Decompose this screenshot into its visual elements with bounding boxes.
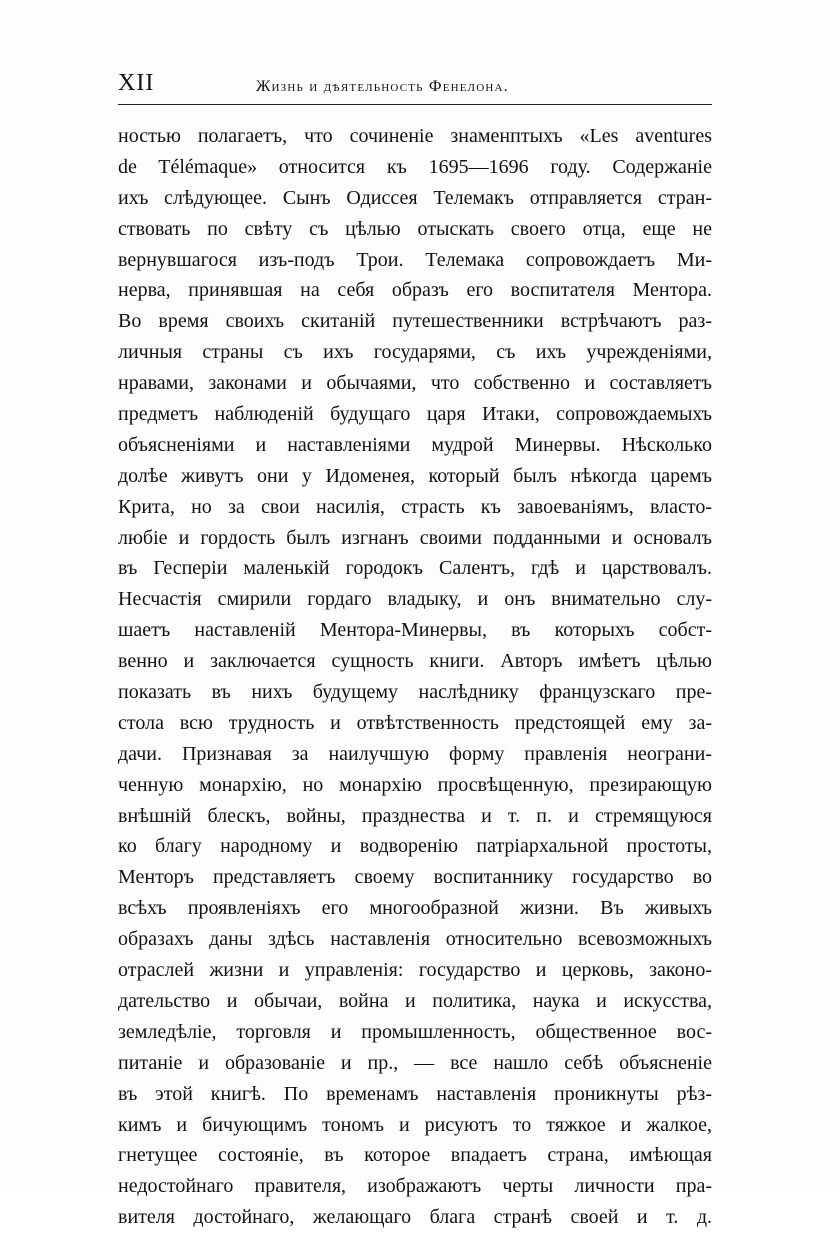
text-line: любіе и гордость былъ изгнанъ своими подданными и основалъ xyxy=(118,526,712,549)
body-text xyxy=(118,121,712,1233)
text-line: всѣхъ проявленіяхъ его многообразной жизни. Въ живыхъ xyxy=(118,897,712,920)
text-line: въ Гесперіи маленькій городокъ Салентъ, гдѣ и царствовалъ. xyxy=(118,557,712,580)
text-line: недостойнаго правителя, изображаютъ черты личности пра- xyxy=(118,1175,712,1198)
text-line: образахъ даны здѣсь наставленія относительно всевозможныхъ xyxy=(118,928,712,951)
text-line: предметъ наблюденій будущаго царя Итаки, сопровождаемыхъ xyxy=(118,403,712,426)
text-line: стола всю трудность и отвѣтственность предстоящей ему за- xyxy=(118,711,712,734)
text-line: ко благу народному и водворенію патріархальной простоты, xyxy=(118,835,712,858)
text-line: показать въ нихъ будущему наслѣднику французскаго пре- xyxy=(118,681,712,704)
text-line: ченную монархію, но монархію просвѣщенную, презирающую xyxy=(118,773,712,796)
text-line: внѣшній блескъ, войны, празднества и т. п. и стремящуюся xyxy=(118,804,712,827)
text-line: объясненіями и наставленіями мудрой Минервы. Нѣсколько xyxy=(118,433,712,456)
text-line: нравами, законами и обычаями, что собственно и составляетъ xyxy=(118,372,712,395)
text-line: питаніе и образованіе и пр., — все нашло себѣ объясненіе xyxy=(118,1051,712,1074)
text-line: гнетущее состояніе, въ которое впадаетъ страна, имѣющая xyxy=(118,1144,712,1167)
text-line: Во время своихъ скитаній путешественники встрѣчаютъ раз- xyxy=(118,310,712,333)
text-line: ствовать по свѣту съ цѣлью отыскать своего отца, еще не xyxy=(118,217,712,240)
text-line: отраслей жизни и управленія: государство и церковь, законо- xyxy=(118,959,712,982)
text-line: ностью полагаетъ, что сочиненіе знаменптыхъ «Les aventures xyxy=(118,125,712,147)
text-line: шаетъ наставленій Ментора-Минервы, въ которыхъ собст- xyxy=(118,619,712,642)
text-line: личныя страны съ ихъ государями, съ ихъ учрежденіями, xyxy=(118,341,712,364)
header-rule xyxy=(118,104,712,105)
text-line: нерва, принявшая на себя образъ его воспитателя Ментора. xyxy=(118,279,712,302)
running-head xyxy=(118,70,712,102)
text-line: въ этой книгѣ. По временамъ наставленія проникнуты рѣз- xyxy=(118,1082,712,1105)
text-line: дательство и обычаи, война и политика, наука и искусства, xyxy=(118,989,712,1012)
running-title: Жизнь и дѣятельность Фенелона. xyxy=(256,78,509,95)
text-line: кимъ и бичующимъ тономъ и рисуютъ то тяжкое и жалкое, xyxy=(118,1113,712,1136)
text-line: Менторъ представляетъ своему воспитаннику государство во xyxy=(118,866,712,889)
text-line: Крита, но за свои насилія, страсть къ завоеваніямъ, власто- xyxy=(118,495,712,518)
text-line: вернувшагося изъ-подъ Трои. Телемака сопровождаетъ Ми- xyxy=(118,248,712,271)
text-line: дачи. Признавая за наилучшую форму правленія неограни- xyxy=(118,742,712,765)
text-line: долѣе живутъ они у Идоменея, который былъ нѣкогда царемъ xyxy=(118,464,712,487)
text-line: земледѣліе, торговля и промышленность, общественное вос- xyxy=(118,1020,712,1043)
page-number: XII xyxy=(118,70,155,96)
text-line: вителя достойнаго, желающаго блага странѣ своей и т. д. xyxy=(118,1206,712,1229)
text-line: Несчастія смирили гордаго владыку, и онъ внимательно слу- xyxy=(118,588,712,611)
text-line: de Télémaque» относится къ 1695—1696 году. Содержаніе xyxy=(118,155,712,178)
text-line: венно и заключается сущность книги. Авторъ имѣетъ цѣлью xyxy=(118,650,712,673)
text-line: ихъ слѣдующее. Сынъ Одиссея Телемакъ отправляется стран- xyxy=(118,186,712,209)
